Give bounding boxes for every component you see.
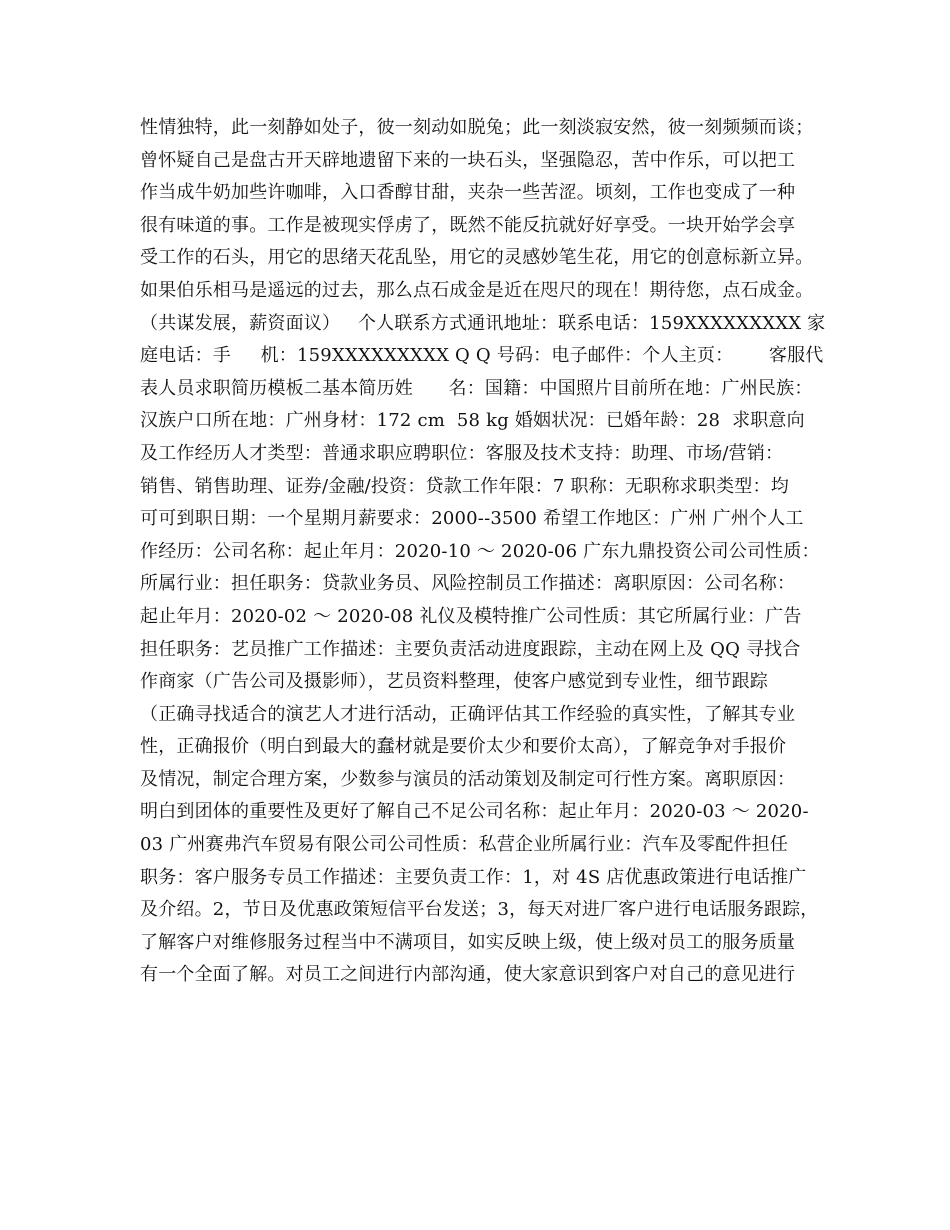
text-line: 职务：客户服务专员工作描述：主要负责工作：1，对 4S 店优惠政策进行电话推广 [140,866,807,888]
text-line: 汉族户口所在地：广州身材：172 cm 58 kg 婚姻状况：已婚年龄：28 求职意向 [140,410,805,432]
text-line: （共谋发展，薪资面议） 个人联系方式通讯地址：联系电话：159XXXXXXXXX 家 [140,312,826,334]
text-line: 曾怀疑自己是盘古开天辟地遗留下来的一块石头，坚强隐忍，苦中作乐，可以把工 [140,149,796,171]
text-line: 作经历：公司名称：起止年月：2020-10 ～ 2020-06 广东九鼎投资公司公司性质： [140,540,820,562]
text-line: 有一个全面了解。对员工之间进行内部沟通，使大家意识到客户对自己的意见进行 [140,964,796,986]
text-line: 受工作的石头，用它的思绪天花乱坠，用它的灵感妙笔生花，用它的创意标新立异。 [140,247,814,269]
text-line: 性，正确报价（明白到最大的蠢材就是要价太少和要价太高），了解竞争对手报价 [140,736,787,758]
text-line: 及情况，制定合理方案，少数参与演员的活动策划及制定可行性方案。离职原因： [140,768,796,790]
text-line: 明白到团体的重要性及更好了解自己不足公司名称：起止年月：2020-03 ～ 2020- [140,801,809,823]
text-line: 及介绍。2，节日及优惠政策短信平台发送；3，每天对进厂客户进行电话服务跟踪， [140,899,819,921]
resume-text-body [140,112,830,992]
text-line: 可可到职日期：一个星期月薪要求：2000--3500 希望工作地区：广州 广州个人工 [140,508,804,530]
text-line: 很有味道的事。工作是被现实俘虏了，既然不能反抗就好好享受。一块开始学会享 [140,214,796,236]
text-line: 及工作经历人才类型：普通求职应聘职位：客服及技术支持：助理、市场/营销： [140,442,784,464]
text-line: 如果伯乐相马是遥远的过去，那么点石成金是近在咫尺的现在！期待您，点石成金。 [140,279,814,301]
text-line: 庭电话：手 机：159XXXXXXXXX Q Q 号码：电子邮件：个人主页： 客服代 [140,345,824,367]
text-line: 03 广州赛弗汽车贸易有限公司公司性质：私营企业所属行业：汽车及零配件担任 [140,834,789,856]
text-line: 作当成牛奶加些许咖啡，入口香醇甘甜，夹杂一些苦涩。顷刻，工作也变成了一种 [140,182,796,204]
text-line: 了解客户对维修服务过程当中不满项目，如实反映上级，使上级对员工的服务质量 [140,931,796,953]
text-line: （正确寻找适合的演艺人才进行活动，正确评估其工作经验的真实性，了解其专业 [140,703,796,725]
text-line: 起止年月：2020-02 ～ 2020-08 礼仪及模特推广公司性质：其它所属行业：广告 [140,605,802,627]
text-line: 表人员求职简历模板二基本简历姓 名：国籍：中国照片目前所在地：广州民族： [140,377,813,399]
text-line: 作商家（广告公司及摄影师），艺员资料整理，使客户感觉到专业性，细节跟踪 [140,671,768,693]
text-line: 性情独特，此一刻静如处子，彼一刻动如脱兔；此一刻淡寂安然，彼一刻频频而谈； [140,117,814,138]
text-line: 销售、销售助理、证券/金融/投资：贷款工作年限：7 职称：无职称求职类型：均 [140,475,789,497]
text-line: 担任职务：艺员推广工作描述：主要负责活动进度跟踪，主动在网上及 QQ 寻找合 [140,638,801,660]
text-line: 所属行业：担任职务：贷款业务员、风险控制员工作描述：离职原因：公司名称： [140,573,796,595]
